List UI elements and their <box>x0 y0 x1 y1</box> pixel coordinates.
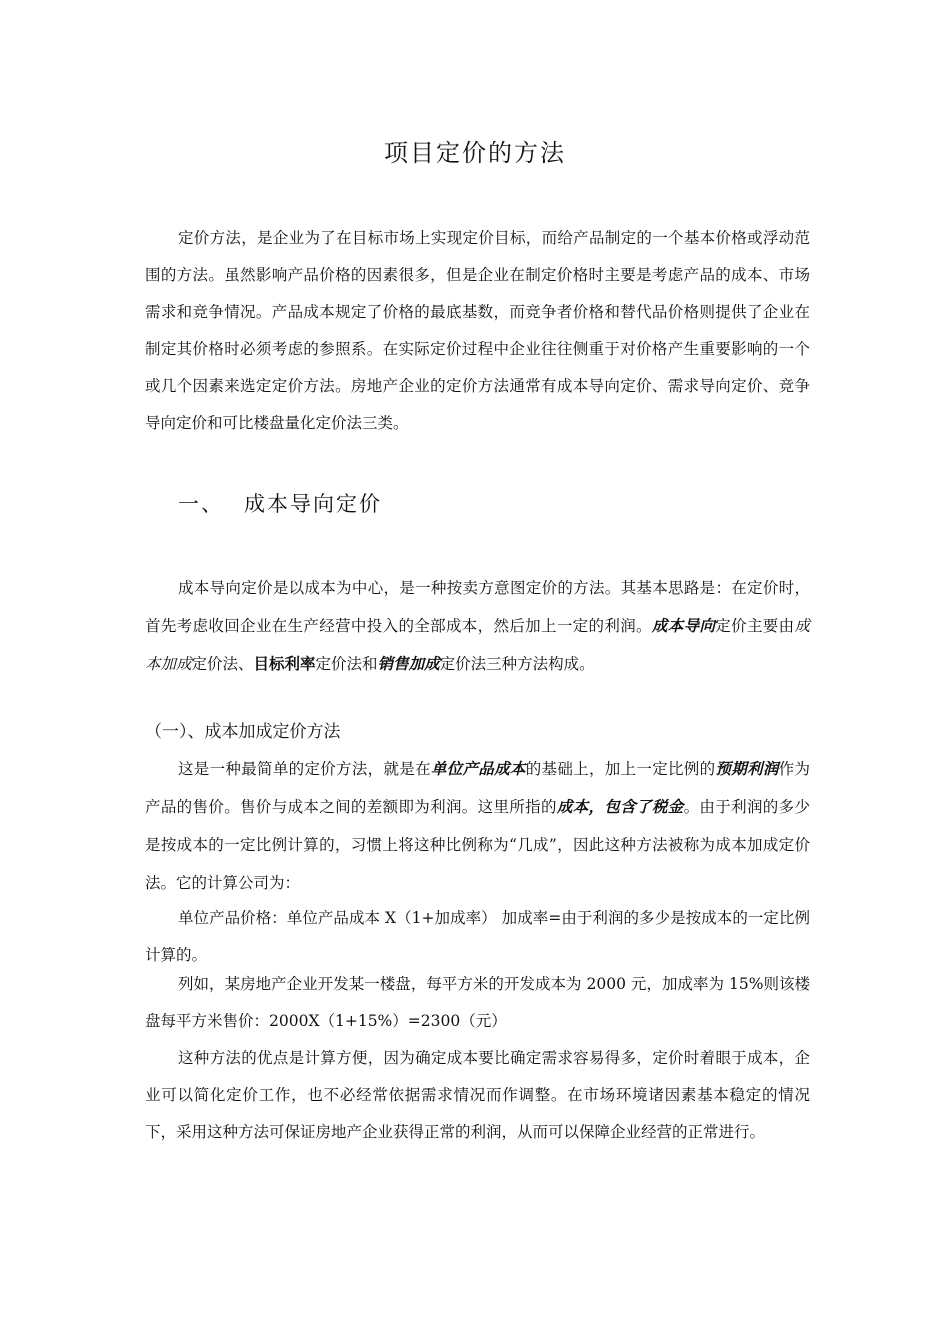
emphasis-text: 目标利率 <box>253 654 316 673</box>
cost-oriented-paragraph <box>145 570 810 683</box>
emphasis-text: 成本加成 <box>145 617 810 673</box>
emphasis-text: 成本，包含了税金 <box>556 797 684 816</box>
section-title: 成本导向定价 <box>244 492 382 516</box>
text-run: 这是一种最简单的定价方法，就是在 <box>178 760 431 778</box>
text-run: 的基础上，加上一定比例的 <box>525 760 716 778</box>
document-title: 项目定价的方法 <box>384 139 566 167</box>
subsection-heading: （一）、成本加成定价方法 <box>145 722 341 742</box>
emphasis-text: 单位产品成本 <box>430 759 526 778</box>
text-run: 定价法和 <box>315 655 378 673</box>
text-run: 。由于利润的多少是按成本的一定比例计算的，习惯上将这种比例称为“几成”，因此这种方法被称为成本加成定价法。它的计算公司为： <box>145 798 810 892</box>
example-paragraph: 列如，某房地产企业开发某一楼盘，每平方米的开发成本为 2000 元，加成率为 15%则该楼盘每平方米售价：2000X（1+15%）=2300（元） <box>145 975 810 1030</box>
intro-paragraph: 定价方法，是企业为了在目标市场上实现定价目标，而给产品制定的一个基本价格或浮动范围的方法。虽然影响产品价格的因素很多，但是企业在制定价格时主要是考虑产品的成本、市场需求和竞争情况。产品成本规定了价格的最底基数，而竞争者价格和替代品价格则提供了企业在制定其价格时必须考虑的参照系。在实际定价过程中企业往往侧重于对价格产生重要影响的一个或几个因素来选定定价方法。房地产企业的定价方法通常有成本导向定价、需求导向定价、竞争导向定价和可比楼盘量化定价法三类。 <box>145 229 810 432</box>
emphasis-text: 预期利润 <box>715 759 779 778</box>
section-heading <box>178 488 382 518</box>
text-run: 作为产品的售价。售价与成本之间的差额即为利润。这里所指的 <box>145 760 810 816</box>
text-run: 成本导向定价是以成本为中心，是一种按卖方意图定价的方法。其基本思路是：在定价时，首先考虑收回企业在生产经营中投入的全部成本，然后加上一定的利润。 <box>145 579 810 635</box>
section-number: 一、 <box>178 492 224 516</box>
emphasis-text: 销售加成 <box>377 654 440 673</box>
formula-paragraph: 单位产品价格：单位产品成本 X（1+加成率） 加成率=由于利润的多少是按成本的一定比例计算的。 <box>145 909 810 964</box>
advantages-paragraph: 这种方法的优点是计算方便，因为确定成本要比确定需求容易得多，定价时着眼于成本，企业可以简化定价工作，也不必经常依据需求情况而作调整。在市场环境诸因素基本稳定的情况下，采用这种方法可保证房地产企业获得正常的利润，从而可以保障企业经营的正常进行。 <box>145 1049 810 1141</box>
text-run: 定价法三种方法构成。 <box>439 655 595 673</box>
text-run: 定价法、 <box>191 655 254 673</box>
emphasis-text: 成本导向 <box>651 616 716 635</box>
cost-plus-paragraph <box>145 750 810 902</box>
text-run: 定价主要由 <box>715 617 795 635</box>
